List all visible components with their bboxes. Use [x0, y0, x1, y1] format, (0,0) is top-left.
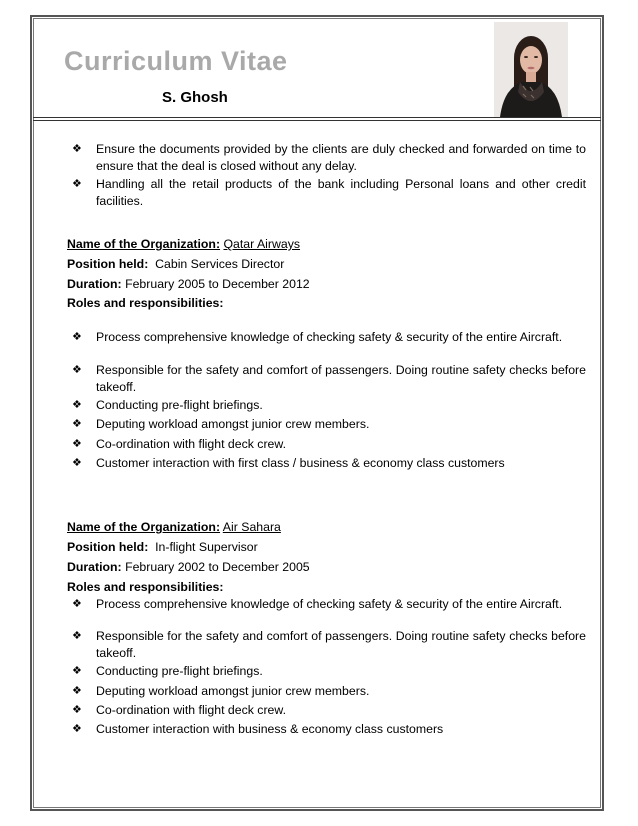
candidate-name: S. Ghosh — [162, 89, 228, 106]
organization-line — [67, 519, 281, 536]
diamond-bullet-icon: ❖ — [72, 143, 82, 155]
duration-line — [67, 559, 310, 576]
duration-label: Duration: — [67, 277, 122, 291]
role-bullet: ❖ Process comprehensive knowledge of checking safety & security of the entire Aircraft. — [72, 330, 563, 344]
diamond-bullet-icon: ❖ — [72, 457, 82, 469]
intro-bullet — [72, 176, 586, 210]
role-bullet: ❖ Conducting pre-flight briefings. — [72, 398, 263, 412]
diamond-bullet-icon: ❖ — [72, 685, 82, 697]
duration-value: February 2005 to December 2012 — [125, 277, 310, 291]
duration-value: February 2002 to December 2005 — [125, 560, 310, 574]
cv-title: Curriculum Vitae — [64, 46, 288, 76]
role-bullet: ❖ Responsible for the safety and comfort of passengers. Doing routine safety checks before takeoff. — [72, 363, 586, 394]
role-bullet: ❖ Deputing workload amongst junior crew members. — [72, 417, 370, 431]
diamond-bullet-icon: ❖ — [72, 399, 82, 411]
diamond-bullet-icon: ❖ — [72, 178, 82, 190]
org-label: Name of the Organization: — [67, 237, 221, 251]
intro-bullet — [72, 141, 586, 175]
roles-heading: Roles and responsibilities: — [67, 296, 224, 310]
header-divider — [33, 117, 601, 118]
role-bullet: ❖ Co-ordination with flight deck crew. — [72, 437, 287, 451]
position-label: Position held: — [67, 540, 149, 554]
position-value: Cabin Services Director — [155, 257, 285, 271]
intro-bullet-text: Ensure the documents provided by the clients are duly checked and forwarded on time to ensure that the deal is closed without any delay. — [96, 142, 586, 173]
roles-heading: Roles and responsibilities: — [67, 580, 224, 594]
diamond-bullet-icon: ❖ — [72, 438, 82, 450]
position-value: In-flight Supervisor — [155, 540, 258, 554]
profile-photo — [494, 22, 568, 117]
org-label: Name of the Organization: — [67, 520, 221, 534]
diamond-bullet-icon: ❖ — [72, 630, 82, 642]
diamond-bullet-icon: ❖ — [72, 418, 82, 430]
role-bullet: ❖ Deputing workload amongst junior crew members. — [72, 684, 370, 698]
position-label: Position held: — [67, 257, 149, 271]
role-bullet: ❖ Conducting pre-flight briefings. — [72, 664, 263, 678]
role-bullet: ❖ Responsible for the safety and comfort of passengers. Doing routine safety checks before takeoff. — [72, 629, 586, 660]
diamond-bullet-icon: ❖ — [72, 331, 82, 343]
role-bullet: ❖ Customer interaction with first class / business & economy class customers — [72, 456, 505, 470]
diamond-bullet-icon: ❖ — [72, 704, 82, 716]
org-name: Qatar Airways — [223, 237, 301, 251]
duration-line — [67, 276, 310, 293]
diamond-bullet-icon: ❖ — [72, 364, 82, 376]
org-name: Air Sahara — [222, 520, 281, 534]
diamond-bullet-icon: ❖ — [72, 665, 82, 677]
role-bullet: ❖ Process comprehensive knowledge of checking safety & security of the entire Aircraft. — [72, 597, 563, 611]
role-bullet: ❖ Customer interaction with business & economy class customers — [72, 722, 444, 736]
diamond-bullet-icon: ❖ — [72, 598, 82, 610]
diamond-bullet-icon: ❖ — [72, 723, 82, 735]
organization-line — [67, 236, 300, 253]
duration-label: Duration: — [67, 560, 122, 574]
header-divider-double — [33, 120, 601, 121]
position-line — [67, 256, 284, 273]
intro-bullet-text: Handling all the retail products of the bank including Personal loans and other credit facilities. — [96, 177, 586, 208]
position-line — [67, 539, 258, 556]
role-bullet: ❖ Co-ordination with flight deck crew. — [72, 703, 287, 717]
